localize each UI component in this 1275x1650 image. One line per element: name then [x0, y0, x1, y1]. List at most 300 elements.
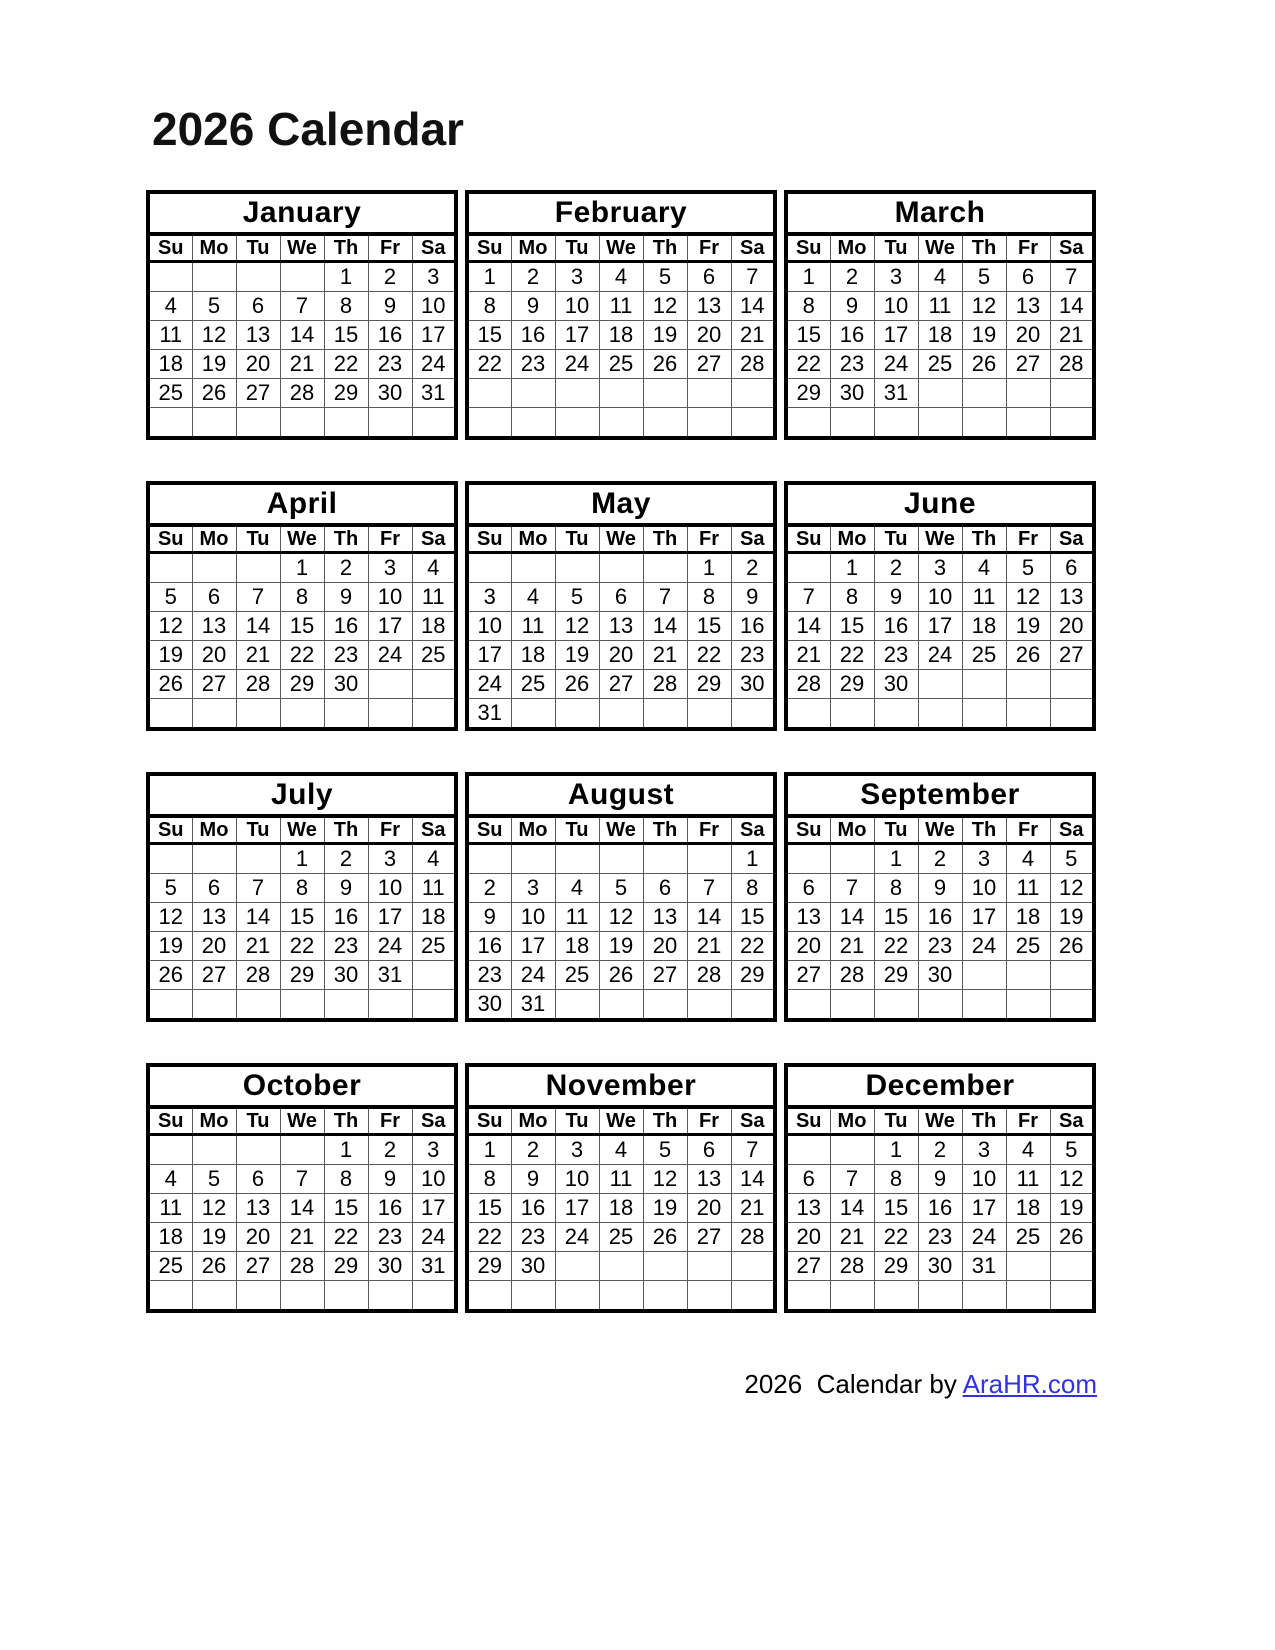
- day-of-week-header: Fr: [368, 234, 412, 262]
- day-cell: 2: [874, 553, 918, 583]
- day-of-week-header: Fr: [1006, 816, 1050, 844]
- day-cell: [148, 990, 192, 1021]
- day-cell: [1006, 961, 1050, 990]
- month-title: September: [786, 774, 1094, 816]
- day-of-week-header: Mo: [830, 816, 874, 844]
- day-of-week-header: We: [280, 525, 324, 553]
- day-cell: [555, 379, 599, 408]
- day-cell: [368, 1281, 412, 1312]
- month-calendar-september: [784, 772, 1096, 1022]
- day-cell: 27: [192, 670, 236, 699]
- day-cell: 26: [192, 379, 236, 408]
- day-cell: [874, 699, 918, 730]
- day-cell: 29: [280, 961, 324, 990]
- day-of-week-header: Mo: [192, 816, 236, 844]
- day-cell: 9: [467, 903, 511, 932]
- day-of-week-header: Sa: [412, 525, 456, 553]
- day-cell: 17: [368, 612, 412, 641]
- day-cell: 18: [412, 903, 456, 932]
- day-cell: 26: [1050, 932, 1094, 961]
- day-cell: 5: [962, 262, 1006, 292]
- day-cell: 10: [918, 583, 962, 612]
- day-cell: 25: [148, 379, 192, 408]
- day-cell: 9: [918, 1165, 962, 1194]
- day-cell: 7: [687, 874, 731, 903]
- day-cell: 2: [731, 553, 775, 583]
- day-of-week-header: Tu: [874, 234, 918, 262]
- day-cell: 16: [731, 612, 775, 641]
- day-of-week-header: Su: [786, 816, 830, 844]
- day-cell: 25: [1006, 1223, 1050, 1252]
- day-cell: 6: [192, 874, 236, 903]
- day-cell: [599, 1252, 643, 1281]
- day-cell: [786, 408, 830, 439]
- day-cell: 28: [731, 1223, 775, 1252]
- month-title: March: [786, 192, 1094, 234]
- day-cell: 20: [687, 321, 731, 350]
- day-cell: 23: [731, 641, 775, 670]
- day-of-week-header: Th: [324, 234, 368, 262]
- footer-text: 2026 Calendar by: [744, 1369, 963, 1399]
- day-cell: 21: [786, 641, 830, 670]
- day-cell: 19: [192, 1223, 236, 1252]
- day-cell: [1006, 670, 1050, 699]
- day-cell: 29: [687, 670, 731, 699]
- day-cell: [1006, 408, 1050, 439]
- day-cell: 13: [687, 292, 731, 321]
- day-cell: [786, 990, 830, 1021]
- day-cell: [555, 1252, 599, 1281]
- day-cell: 12: [1050, 874, 1094, 903]
- month-calendar-january: [146, 190, 458, 440]
- day-cell: [918, 408, 962, 439]
- day-cell: [962, 1281, 1006, 1312]
- day-cell: 11: [412, 874, 456, 903]
- day-cell: 25: [599, 350, 643, 379]
- day-cell: 8: [874, 874, 918, 903]
- day-cell: 16: [324, 612, 368, 641]
- day-of-week-header: Th: [643, 234, 687, 262]
- day-cell: 16: [467, 932, 511, 961]
- day-cell: 6: [236, 1165, 280, 1194]
- day-cell: 23: [511, 1223, 555, 1252]
- day-cell: 22: [280, 641, 324, 670]
- day-of-week-header: Mo: [192, 234, 236, 262]
- day-cell: 9: [918, 874, 962, 903]
- day-cell: 27: [687, 1223, 731, 1252]
- day-cell: 28: [643, 670, 687, 699]
- day-of-week-header: Mo: [192, 525, 236, 553]
- day-cell: 25: [148, 1252, 192, 1281]
- day-cell: 15: [280, 612, 324, 641]
- day-cell: 24: [467, 670, 511, 699]
- day-of-week-header: Mo: [830, 234, 874, 262]
- day-cell: 14: [830, 1194, 874, 1223]
- day-cell: 13: [1050, 583, 1094, 612]
- day-cell: [148, 262, 192, 292]
- day-cell: 3: [555, 1135, 599, 1165]
- day-cell: 14: [786, 612, 830, 641]
- day-cell: [236, 1281, 280, 1312]
- day-cell: 23: [324, 932, 368, 961]
- day-cell: 23: [324, 641, 368, 670]
- day-of-week-header: Tu: [236, 1107, 280, 1135]
- day-cell: [192, 553, 236, 583]
- day-of-week-header: Fr: [1006, 525, 1050, 553]
- day-cell: 15: [786, 321, 830, 350]
- day-cell: 27: [1006, 350, 1050, 379]
- day-cell: 14: [731, 292, 775, 321]
- day-cell: 9: [368, 292, 412, 321]
- day-cell: 11: [148, 321, 192, 350]
- day-cell: [368, 408, 412, 439]
- day-of-week-header: Su: [148, 1107, 192, 1135]
- day-cell: [830, 699, 874, 730]
- month-calendar-july: [146, 772, 458, 1022]
- day-of-week-header: Su: [467, 816, 511, 844]
- month-calendar-august: [465, 772, 777, 1022]
- day-cell: [555, 990, 599, 1021]
- day-cell: 24: [962, 1223, 1006, 1252]
- day-cell: 10: [874, 292, 918, 321]
- day-cell: 9: [731, 583, 775, 612]
- day-cell: 26: [599, 961, 643, 990]
- month-calendar-may: [465, 481, 777, 731]
- day-cell: [643, 844, 687, 874]
- day-cell: 9: [511, 1165, 555, 1194]
- day-cell: 12: [148, 903, 192, 932]
- day-cell: 26: [555, 670, 599, 699]
- day-cell: 30: [918, 1252, 962, 1281]
- day-cell: 13: [599, 612, 643, 641]
- day-cell: [643, 1252, 687, 1281]
- day-cell: [962, 670, 1006, 699]
- day-of-week-header: Su: [467, 1107, 511, 1135]
- day-cell: 2: [918, 1135, 962, 1165]
- day-cell: [192, 1135, 236, 1165]
- day-cell: [962, 408, 1006, 439]
- day-cell: [687, 1252, 731, 1281]
- month-calendar-february: [465, 190, 777, 440]
- day-cell: 13: [687, 1165, 731, 1194]
- day-cell: 18: [412, 612, 456, 641]
- day-cell: [874, 990, 918, 1021]
- day-of-week-header: Th: [962, 1107, 1006, 1135]
- day-cell: [280, 262, 324, 292]
- day-cell: 12: [192, 1194, 236, 1223]
- day-cell: 6: [687, 1135, 731, 1165]
- day-cell: [1006, 379, 1050, 408]
- day-cell: 10: [555, 292, 599, 321]
- day-cell: 15: [687, 612, 731, 641]
- day-cell: 1: [874, 1135, 918, 1165]
- day-cell: [830, 408, 874, 439]
- month-calendar-december: [784, 1063, 1096, 1313]
- day-cell: 29: [280, 670, 324, 699]
- day-cell: [918, 1281, 962, 1312]
- day-cell: 10: [511, 903, 555, 932]
- day-cell: 25: [918, 350, 962, 379]
- day-cell: [511, 844, 555, 874]
- month-title: November: [467, 1065, 775, 1107]
- day-of-week-header: Fr: [1006, 234, 1050, 262]
- day-of-week-header: Th: [324, 1107, 368, 1135]
- day-cell: 26: [148, 961, 192, 990]
- day-cell: [687, 844, 731, 874]
- day-cell: [192, 1281, 236, 1312]
- month-calendar-october: [146, 1063, 458, 1313]
- day-cell: 5: [1050, 1135, 1094, 1165]
- day-cell: [148, 844, 192, 874]
- day-cell: 9: [324, 874, 368, 903]
- day-cell: 26: [1050, 1223, 1094, 1252]
- day-cell: [599, 379, 643, 408]
- day-cell: 17: [467, 641, 511, 670]
- day-cell: 25: [412, 932, 456, 961]
- day-cell: 24: [368, 932, 412, 961]
- day-cell: 20: [643, 932, 687, 961]
- day-cell: 23: [918, 932, 962, 961]
- day-cell: 31: [874, 379, 918, 408]
- day-cell: 5: [192, 1165, 236, 1194]
- day-cell: 19: [643, 1194, 687, 1223]
- day-cell: 30: [918, 961, 962, 990]
- day-cell: 18: [555, 932, 599, 961]
- day-of-week-header: Mo: [192, 1107, 236, 1135]
- day-cell: 27: [192, 961, 236, 990]
- day-cell: 9: [511, 292, 555, 321]
- day-cell: 31: [368, 961, 412, 990]
- day-cell: 12: [643, 1165, 687, 1194]
- day-cell: 22: [731, 932, 775, 961]
- day-cell: [236, 990, 280, 1021]
- day-cell: 4: [599, 262, 643, 292]
- day-cell: [1006, 990, 1050, 1021]
- day-cell: 14: [1050, 292, 1094, 321]
- day-cell: 16: [830, 321, 874, 350]
- day-cell: [148, 1135, 192, 1165]
- day-cell: [555, 699, 599, 730]
- day-cell: 19: [643, 321, 687, 350]
- day-cell: 14: [687, 903, 731, 932]
- day-cell: 10: [368, 583, 412, 612]
- day-cell: [599, 699, 643, 730]
- day-cell: [236, 408, 280, 439]
- day-cell: 23: [368, 1223, 412, 1252]
- day-cell: 8: [687, 583, 731, 612]
- day-cell: 11: [412, 583, 456, 612]
- day-cell: 31: [511, 990, 555, 1021]
- day-cell: 30: [368, 1252, 412, 1281]
- day-cell: 5: [599, 874, 643, 903]
- day-cell: 21: [731, 1194, 775, 1223]
- day-cell: 4: [412, 844, 456, 874]
- day-cell: 12: [1050, 1165, 1094, 1194]
- day-cell: 23: [368, 350, 412, 379]
- day-cell: 2: [511, 1135, 555, 1165]
- day-cell: 30: [467, 990, 511, 1021]
- calendar-grid: [146, 190, 1096, 1313]
- day-cell: 12: [599, 903, 643, 932]
- day-cell: 21: [731, 321, 775, 350]
- day-cell: 13: [192, 903, 236, 932]
- day-cell: 21: [687, 932, 731, 961]
- day-cell: 16: [368, 321, 412, 350]
- day-of-week-header: Th: [324, 816, 368, 844]
- day-cell: 15: [467, 1194, 511, 1223]
- day-cell: [643, 553, 687, 583]
- day-cell: 18: [962, 612, 1006, 641]
- day-cell: 17: [918, 612, 962, 641]
- day-cell: 23: [830, 350, 874, 379]
- day-cell: [511, 408, 555, 439]
- day-cell: 11: [1006, 1165, 1050, 1194]
- day-cell: [324, 408, 368, 439]
- day-cell: 1: [467, 1135, 511, 1165]
- day-cell: [467, 844, 511, 874]
- day-cell: [731, 1281, 775, 1312]
- day-cell: [874, 1281, 918, 1312]
- day-cell: 19: [599, 932, 643, 961]
- day-cell: 11: [1006, 874, 1050, 903]
- day-cell: [1050, 408, 1094, 439]
- day-cell: 16: [368, 1194, 412, 1223]
- day-cell: [599, 844, 643, 874]
- day-cell: 11: [962, 583, 1006, 612]
- day-cell: 29: [324, 379, 368, 408]
- day-cell: 30: [511, 1252, 555, 1281]
- day-cell: 3: [962, 1135, 1006, 1165]
- day-cell: 27: [687, 350, 731, 379]
- day-cell: 6: [599, 583, 643, 612]
- day-cell: [148, 553, 192, 583]
- day-cell: 9: [874, 583, 918, 612]
- day-of-week-header: Mo: [511, 234, 555, 262]
- day-cell: 3: [412, 262, 456, 292]
- day-cell: 3: [962, 844, 1006, 874]
- month-title: June: [786, 483, 1094, 525]
- day-cell: 8: [731, 874, 775, 903]
- day-of-week-header: Th: [962, 525, 1006, 553]
- month-title: April: [148, 483, 456, 525]
- day-of-week-header: Sa: [1050, 234, 1094, 262]
- day-cell: [280, 990, 324, 1021]
- day-cell: 10: [555, 1165, 599, 1194]
- day-cell: 13: [192, 612, 236, 641]
- day-of-week-header: Tu: [555, 525, 599, 553]
- day-cell: 3: [918, 553, 962, 583]
- day-cell: 17: [412, 1194, 456, 1223]
- day-cell: 17: [962, 1194, 1006, 1223]
- day-cell: 2: [324, 553, 368, 583]
- day-cell: 23: [874, 641, 918, 670]
- day-cell: 10: [962, 1165, 1006, 1194]
- day-of-week-header: Fr: [687, 525, 731, 553]
- day-cell: 21: [280, 350, 324, 379]
- day-cell: 19: [148, 932, 192, 961]
- day-cell: [555, 553, 599, 583]
- day-of-week-header: Mo: [830, 525, 874, 553]
- day-cell: 29: [874, 1252, 918, 1281]
- day-cell: 28: [731, 350, 775, 379]
- day-cell: [1050, 1281, 1094, 1312]
- day-cell: 8: [280, 874, 324, 903]
- day-of-week-header: We: [599, 1107, 643, 1135]
- day-of-week-header: We: [918, 234, 962, 262]
- day-cell: 8: [786, 292, 830, 321]
- day-cell: 25: [555, 961, 599, 990]
- day-cell: 25: [1006, 932, 1050, 961]
- day-of-week-header: Tu: [555, 816, 599, 844]
- day-cell: [511, 379, 555, 408]
- day-cell: [192, 408, 236, 439]
- day-of-week-header: Tu: [555, 234, 599, 262]
- day-cell: [511, 1281, 555, 1312]
- day-cell: 25: [511, 670, 555, 699]
- day-cell: [148, 408, 192, 439]
- day-of-week-header: Mo: [830, 1107, 874, 1135]
- day-cell: 2: [467, 874, 511, 903]
- day-cell: 12: [643, 292, 687, 321]
- day-cell: 15: [874, 1194, 918, 1223]
- day-cell: 17: [511, 932, 555, 961]
- day-cell: 10: [412, 292, 456, 321]
- day-cell: [511, 553, 555, 583]
- day-cell: 21: [830, 1223, 874, 1252]
- day-cell: [962, 990, 1006, 1021]
- day-cell: 4: [148, 1165, 192, 1194]
- day-of-week-header: Su: [786, 1107, 830, 1135]
- day-cell: [731, 379, 775, 408]
- day-of-week-header: Fr: [368, 525, 412, 553]
- day-of-week-header: Su: [467, 525, 511, 553]
- day-cell: [412, 408, 456, 439]
- day-cell: 28: [1050, 350, 1094, 379]
- day-cell: 28: [280, 1252, 324, 1281]
- day-cell: 15: [467, 321, 511, 350]
- day-cell: 31: [412, 379, 456, 408]
- day-cell: 4: [412, 553, 456, 583]
- day-cell: 19: [1006, 612, 1050, 641]
- day-cell: [236, 699, 280, 730]
- day-of-week-header: Th: [962, 234, 1006, 262]
- day-of-week-header: Fr: [1006, 1107, 1050, 1135]
- day-cell: 28: [236, 961, 280, 990]
- day-cell: [1050, 1252, 1094, 1281]
- day-cell: [687, 379, 731, 408]
- day-cell: 4: [1006, 844, 1050, 874]
- day-cell: 10: [412, 1165, 456, 1194]
- day-cell: 27: [643, 961, 687, 990]
- day-cell: 1: [874, 844, 918, 874]
- day-cell: 17: [555, 1194, 599, 1223]
- day-of-week-header: Th: [643, 525, 687, 553]
- day-cell: 10: [962, 874, 1006, 903]
- day-cell: 23: [918, 1223, 962, 1252]
- day-cell: [236, 553, 280, 583]
- day-cell: [555, 1281, 599, 1312]
- day-cell: 7: [731, 262, 775, 292]
- day-cell: 24: [368, 641, 412, 670]
- day-of-week-header: Fr: [687, 234, 731, 262]
- day-cell: [412, 961, 456, 990]
- day-cell: 23: [467, 961, 511, 990]
- day-of-week-header: Sa: [412, 1107, 456, 1135]
- day-cell: 2: [511, 262, 555, 292]
- footer-link[interactable]: AraHR.com: [962, 1369, 1097, 1399]
- day-of-week-header: We: [918, 525, 962, 553]
- day-of-week-header: Th: [643, 1107, 687, 1135]
